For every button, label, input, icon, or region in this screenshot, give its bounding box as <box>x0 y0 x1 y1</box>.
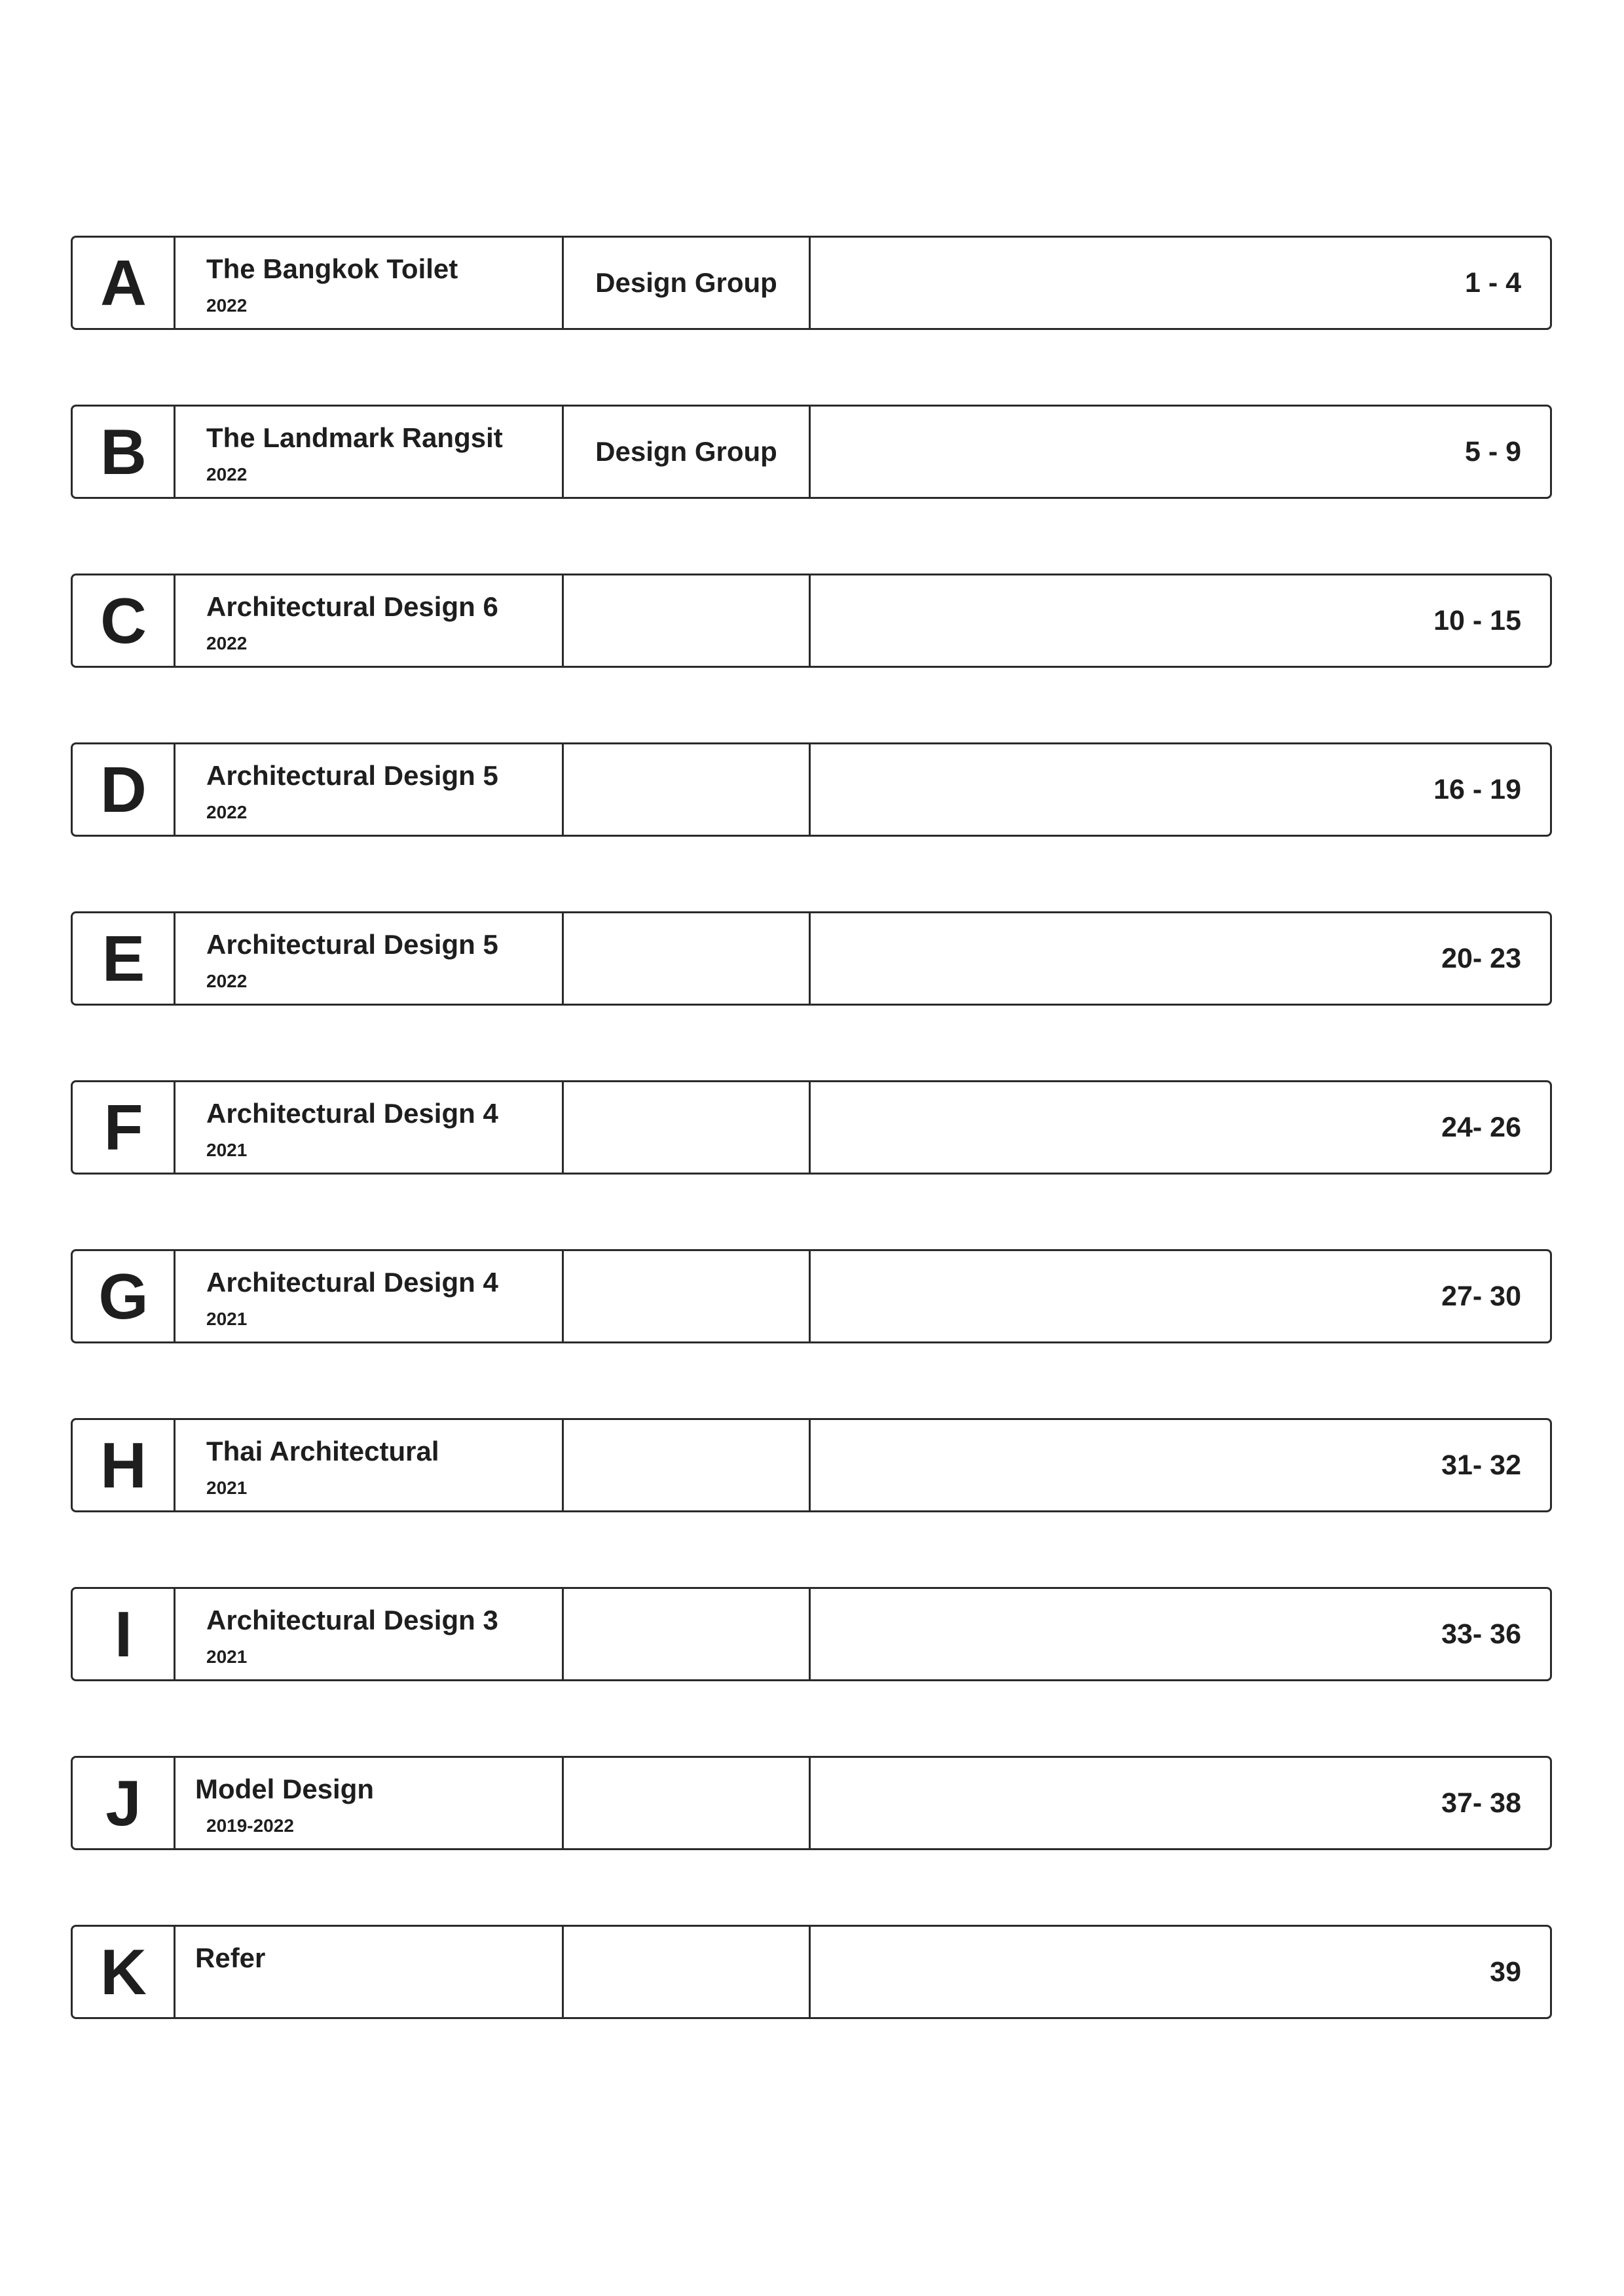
project-cell <box>175 1251 564 1341</box>
project-group <box>564 1082 811 1173</box>
section-letter: C <box>73 575 175 666</box>
project-title: Refer <box>195 1942 266 1973</box>
project-title: Thai Architectural <box>206 1436 439 1467</box>
toc-entry[interactable] <box>71 1925 1552 2019</box>
project-cell <box>175 238 564 328</box>
project-year: 2021 <box>206 1647 248 1667</box>
section-letter: F <box>73 1082 175 1173</box>
toc-entry[interactable] <box>71 1080 1552 1175</box>
toc-entry[interactable] <box>71 236 1552 330</box>
page-range: 20- 23 <box>1441 942 1521 974</box>
section-letter: D <box>73 744 175 835</box>
project-year: 2021 <box>206 1309 248 1329</box>
toc-entry[interactable] <box>71 1587 1552 1681</box>
toc-entry[interactable] <box>71 1756 1552 1850</box>
table-of-contents <box>71 236 1552 2094</box>
project-cell <box>175 913 564 1004</box>
project-group: Design Group <box>564 407 811 497</box>
project-group <box>564 913 811 1004</box>
project-cell <box>175 1927 564 2017</box>
page-range: 1 - 4 <box>1464 266 1521 299</box>
project-cell <box>175 575 564 666</box>
project-year: 2022 <box>206 971 248 991</box>
section-letter: J <box>73 1758 175 1848</box>
section-letter: A <box>73 238 175 328</box>
toc-entry[interactable] <box>71 911 1552 1006</box>
toc-entry[interactable] <box>71 742 1552 837</box>
project-cell <box>175 407 564 497</box>
project-title: Architectural Design 4 <box>206 1267 498 1298</box>
project-year: 2019-2022 <box>206 1815 294 1836</box>
project-group: Design Group <box>564 238 811 328</box>
project-year: 2022 <box>206 802 248 822</box>
project-title: Architectural Design 6 <box>206 591 498 622</box>
project-title: Architectural Design 3 <box>206 1605 498 1635</box>
project-title: Architectural Design 5 <box>206 929 498 960</box>
page-range: 39 <box>1490 1956 1521 1988</box>
project-year: 2021 <box>206 1478 248 1498</box>
project-group <box>564 575 811 666</box>
project-title: Architectural Design 5 <box>206 760 498 791</box>
page-range: 27- 30 <box>1441 1280 1521 1312</box>
project-group <box>564 1758 811 1848</box>
toc-entry[interactable] <box>71 1249 1552 1343</box>
page-range: 33- 36 <box>1441 1618 1521 1650</box>
page-range: 16 - 19 <box>1433 773 1521 805</box>
project-title: Architectural Design 4 <box>206 1098 498 1129</box>
project-year: 2021 <box>206 1140 248 1160</box>
project-cell <box>175 1589 564 1679</box>
project-cell <box>175 1758 564 1848</box>
project-title: The Landmark Rangsit <box>206 422 503 453</box>
project-group <box>564 744 811 835</box>
toc-entry[interactable] <box>71 574 1552 668</box>
project-year: 2022 <box>206 633 248 653</box>
project-cell <box>175 1420 564 1510</box>
section-letter: H <box>73 1420 175 1510</box>
project-group <box>564 1251 811 1341</box>
project-cell <box>175 1082 564 1173</box>
toc-entry[interactable] <box>71 1418 1552 1512</box>
project-group <box>564 1927 811 2017</box>
project-group <box>564 1589 811 1679</box>
section-letter: G <box>73 1251 175 1341</box>
page-range: 24- 26 <box>1441 1111 1521 1143</box>
project-year: 2022 <box>206 464 248 484</box>
page-range: 37- 38 <box>1441 1787 1521 1819</box>
section-letter: B <box>73 407 175 497</box>
page-range: 31- 32 <box>1441 1449 1521 1481</box>
page-range: 5 - 9 <box>1464 435 1521 467</box>
project-title: Model Design <box>195 1774 375 1804</box>
project-group <box>564 1420 811 1510</box>
project-title: The Bangkok Toilet <box>206 253 458 284</box>
section-letter: I <box>73 1589 175 1679</box>
toc-entry[interactable] <box>71 405 1552 499</box>
project-cell <box>175 744 564 835</box>
section-letter: E <box>73 913 175 1004</box>
project-year: 2022 <box>206 295 248 316</box>
page-range: 10 - 15 <box>1433 604 1521 636</box>
section-letter: K <box>73 1927 175 2017</box>
